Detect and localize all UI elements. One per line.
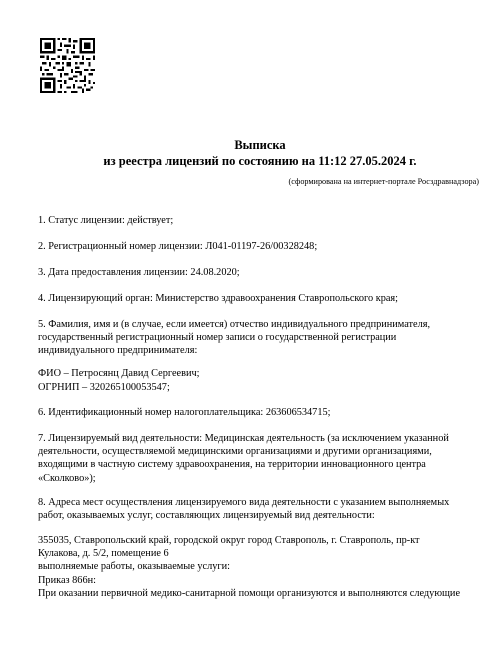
- license-status: 1. Статус лицензии: действует;: [38, 215, 174, 226]
- entrepreneur-fio: ФИО – Петросянц Давид Сергеевич;: [38, 368, 200, 379]
- text-line: Кулакова, д. 5/2, помещение 6: [38, 548, 169, 560]
- addresses-heading: [38, 496, 474, 522]
- text-line: выполняемые работы, оказываемые услуги:: [38, 561, 230, 573]
- license-date: 3. Дата предоставления лицензии: 24.08.2020;: [38, 267, 240, 278]
- text-line: деятельности, осуществляемой медицинскими организациями и другими организациями,: [38, 446, 432, 458]
- text-line: входящими в частную систему здравоохранения, на территории инновационного центра: [38, 459, 426, 471]
- text-line: 5. Фамилия, имя и (в случае, если имеется) отчество индивидуального предпринимателя,: [38, 319, 431, 330]
- text-line: Приказ 866н:: [38, 574, 96, 586]
- entrepreneur-heading: [38, 318, 474, 358]
- text-line: государственный регистрационный номер записи о государственной регистрации: [38, 332, 397, 344]
- text-line: 7. Лицензируемый вид деятельности: Медицинская деятельность (за исключением указанной: [38, 433, 449, 444]
- license-reg-number: 2. Регистрационный номер лицензии: Л041-01197-26/00328248;: [38, 241, 318, 252]
- formed-note: (сформирована на интернет-портале Росздравнадзора): [288, 177, 479, 186]
- qr-code-icon: [40, 38, 95, 93]
- text-line: 8. Адреса мест осуществления лицензируемого вида деятельности с указанием выполняемых: [38, 497, 450, 508]
- taxpayer-inn: 6. Идентификационный номер налогоплательщика: 263606534715;: [38, 407, 331, 418]
- document-subtitle: из реестра лицензий по состоянию на 11:12 27.05.2024 г.: [103, 154, 417, 168]
- text-line: индивидуального предпринимателя:: [38, 345, 198, 357]
- licensing-authority: 4. Лицензирующий орган: Министерство здравоохранения Ставропольского края;: [38, 293, 399, 304]
- licensed-activity: [38, 432, 474, 485]
- document-title: Выписка: [234, 138, 286, 152]
- text-line: работ, оказываемых услуг, составляющих лицензируемый вид деятельности:: [38, 510, 375, 522]
- text-line: 355035, Ставропольский край, городской округ город Ставрополь, г. Ставрополь, пр-кт: [38, 535, 420, 546]
- address-details: [38, 534, 474, 600]
- entrepreneur-ogrnip: ОГРНИП – 320265100053547;: [38, 382, 170, 393]
- text-line: При оказании первичной медико-санитарной помощи организуются и выполняются следующие: [38, 587, 461, 599]
- text-line: «Сколково»);: [38, 472, 96, 484]
